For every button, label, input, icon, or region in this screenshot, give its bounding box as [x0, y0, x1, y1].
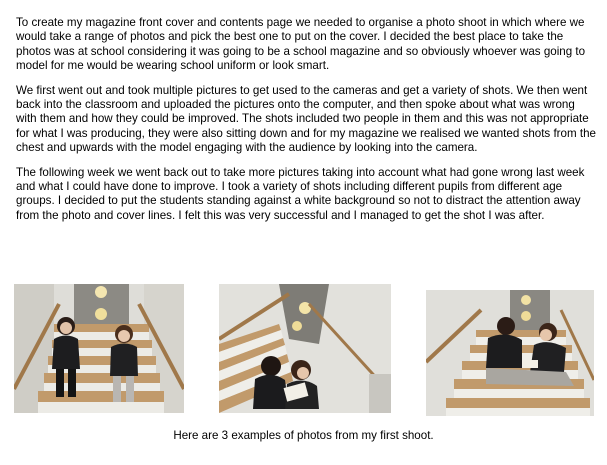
photo-stairs-two-girls-front — [14, 284, 184, 413]
photo-stairs-girls-reading — [219, 284, 391, 413]
paragraph-intro: To create my magazine front cover and contents page we needed to organise a photo shoot in which where we would take a range of photos and pick the best one to put on the cover. I decided the best place to take the photos was at school considering it was going to be a school magazine and so obviously whoever was going to model for me would be wearing school uniform or look smart. — [16, 16, 586, 73]
photo-stairs-girls-side — [426, 290, 594, 416]
paragraph-second-shoot: The following week we went back out to take more pictures taking into account what had gone wrong last week and what I could have done to improve. I took a variety of shots including different pupils from different age groups. I decided to put the students standing against a white background so not to distract the attention away from the photo and cover lines. I felt this was very successful and I managed to get the shot I was after. — [16, 165, 585, 222]
document-body — [16, 16, 596, 233]
photos-caption: Here are 3 examples of photos from my first shoot. — [173, 429, 434, 442]
paragraph-first-shoot: We first went out and took multiple pictures to get used to the cameras and get a variety of shots. We then went back into the classroom and uploaded the pictures onto the computer, and then spoke about what was wrong with them and how they could be improved. The shots included two people in them and this was not appropriate for what I was producing, they were also sitting down and for my magazine we realised we wanted shots from the chest and upwards with the model engaging with the audience by looking into the camera. — [16, 83, 596, 155]
